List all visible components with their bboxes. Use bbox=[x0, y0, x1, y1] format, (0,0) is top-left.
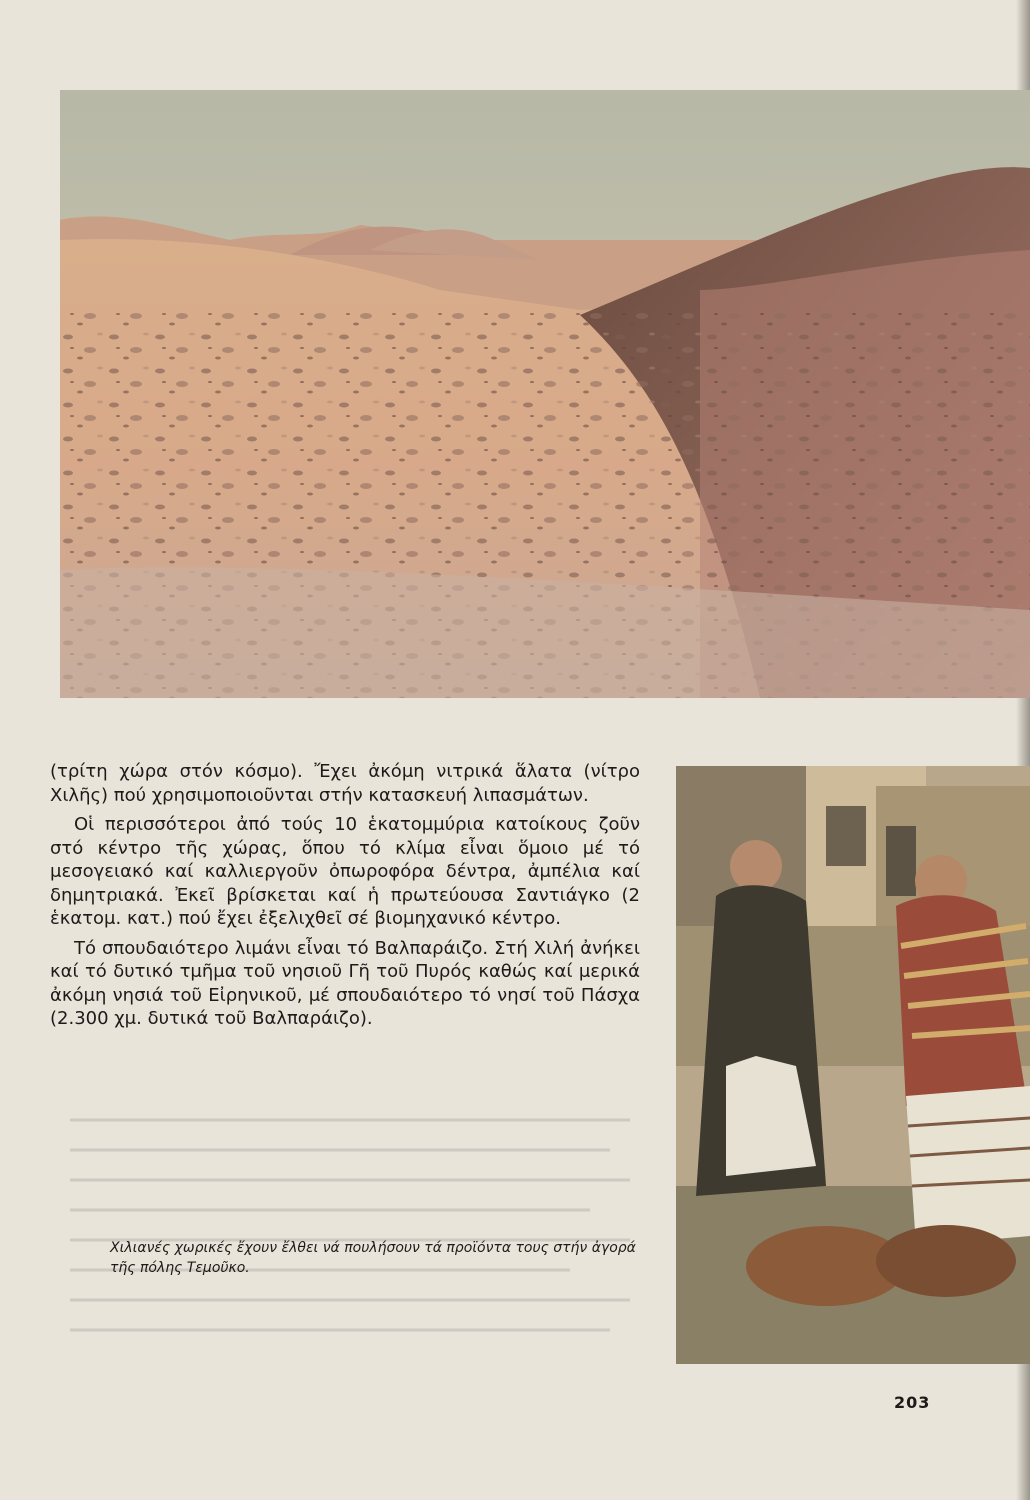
market-women-photo bbox=[676, 766, 1030, 1364]
desert-landscape-photo bbox=[60, 90, 1030, 698]
photo-caption: Χιλιανές χωρικές ἔχουν ἔλθει νά πουλήσουν τά προϊόντα τους στήν ἀγορά τῆς πόλης Τεμοῦκο. bbox=[110, 1240, 636, 1276]
body-text bbox=[50, 760, 640, 1031]
page-number: 203 bbox=[894, 1393, 931, 1412]
body-paragraph: (τρίτη χώρα στόν κόσμο). Ἔχει ἀκόμη νιτρικά ἅλατα (νίτρο Χιλῆς) πού χρησιμοποιοῦνται στήν κατασκευή λιπασμάτων. bbox=[50, 761, 640, 806]
body-paragraph: Τό σπουδαιότερο λιμάνι εἶναι τό Βαλπαράιζο. Στή Χιλή ἀνήκει καί τό δυτικό τμῆμα τοῦ νησιοῦ Γῆ τοῦ Πυρός καθώς καί μερικά ἀκόμη νησιά τοῦ Εἰρηνικοῦ, μέ σπουδαιότερο τό νησί τοῦ Πάσχα (2.300 χμ. δυτικά τοῦ Βαλπαράιζο). bbox=[50, 937, 640, 1029]
body-paragraph: Οἱ περισσότεροι ἀπό τούς 10 ἑκατομμύρια κατοίκους ζοῦν στό κέντρο τῆς χώρας, ὅπου τό κλίμα εἶναι ὅμοιο μέ τό μεσογειακό καί καλλιεργοῦν ὀπωροφόρα δέντρα, ἀμπέλια καί δημητριακά. Ἐκεῖ βρίσκεται καί ἡ πρωτεύουσα Σαντιάγκο (2 ἑκατομ. κατ.) πού ἔχει ἐξελιχθεῖ σέ βιομηχανικό κέντρο. bbox=[50, 814, 640, 929]
